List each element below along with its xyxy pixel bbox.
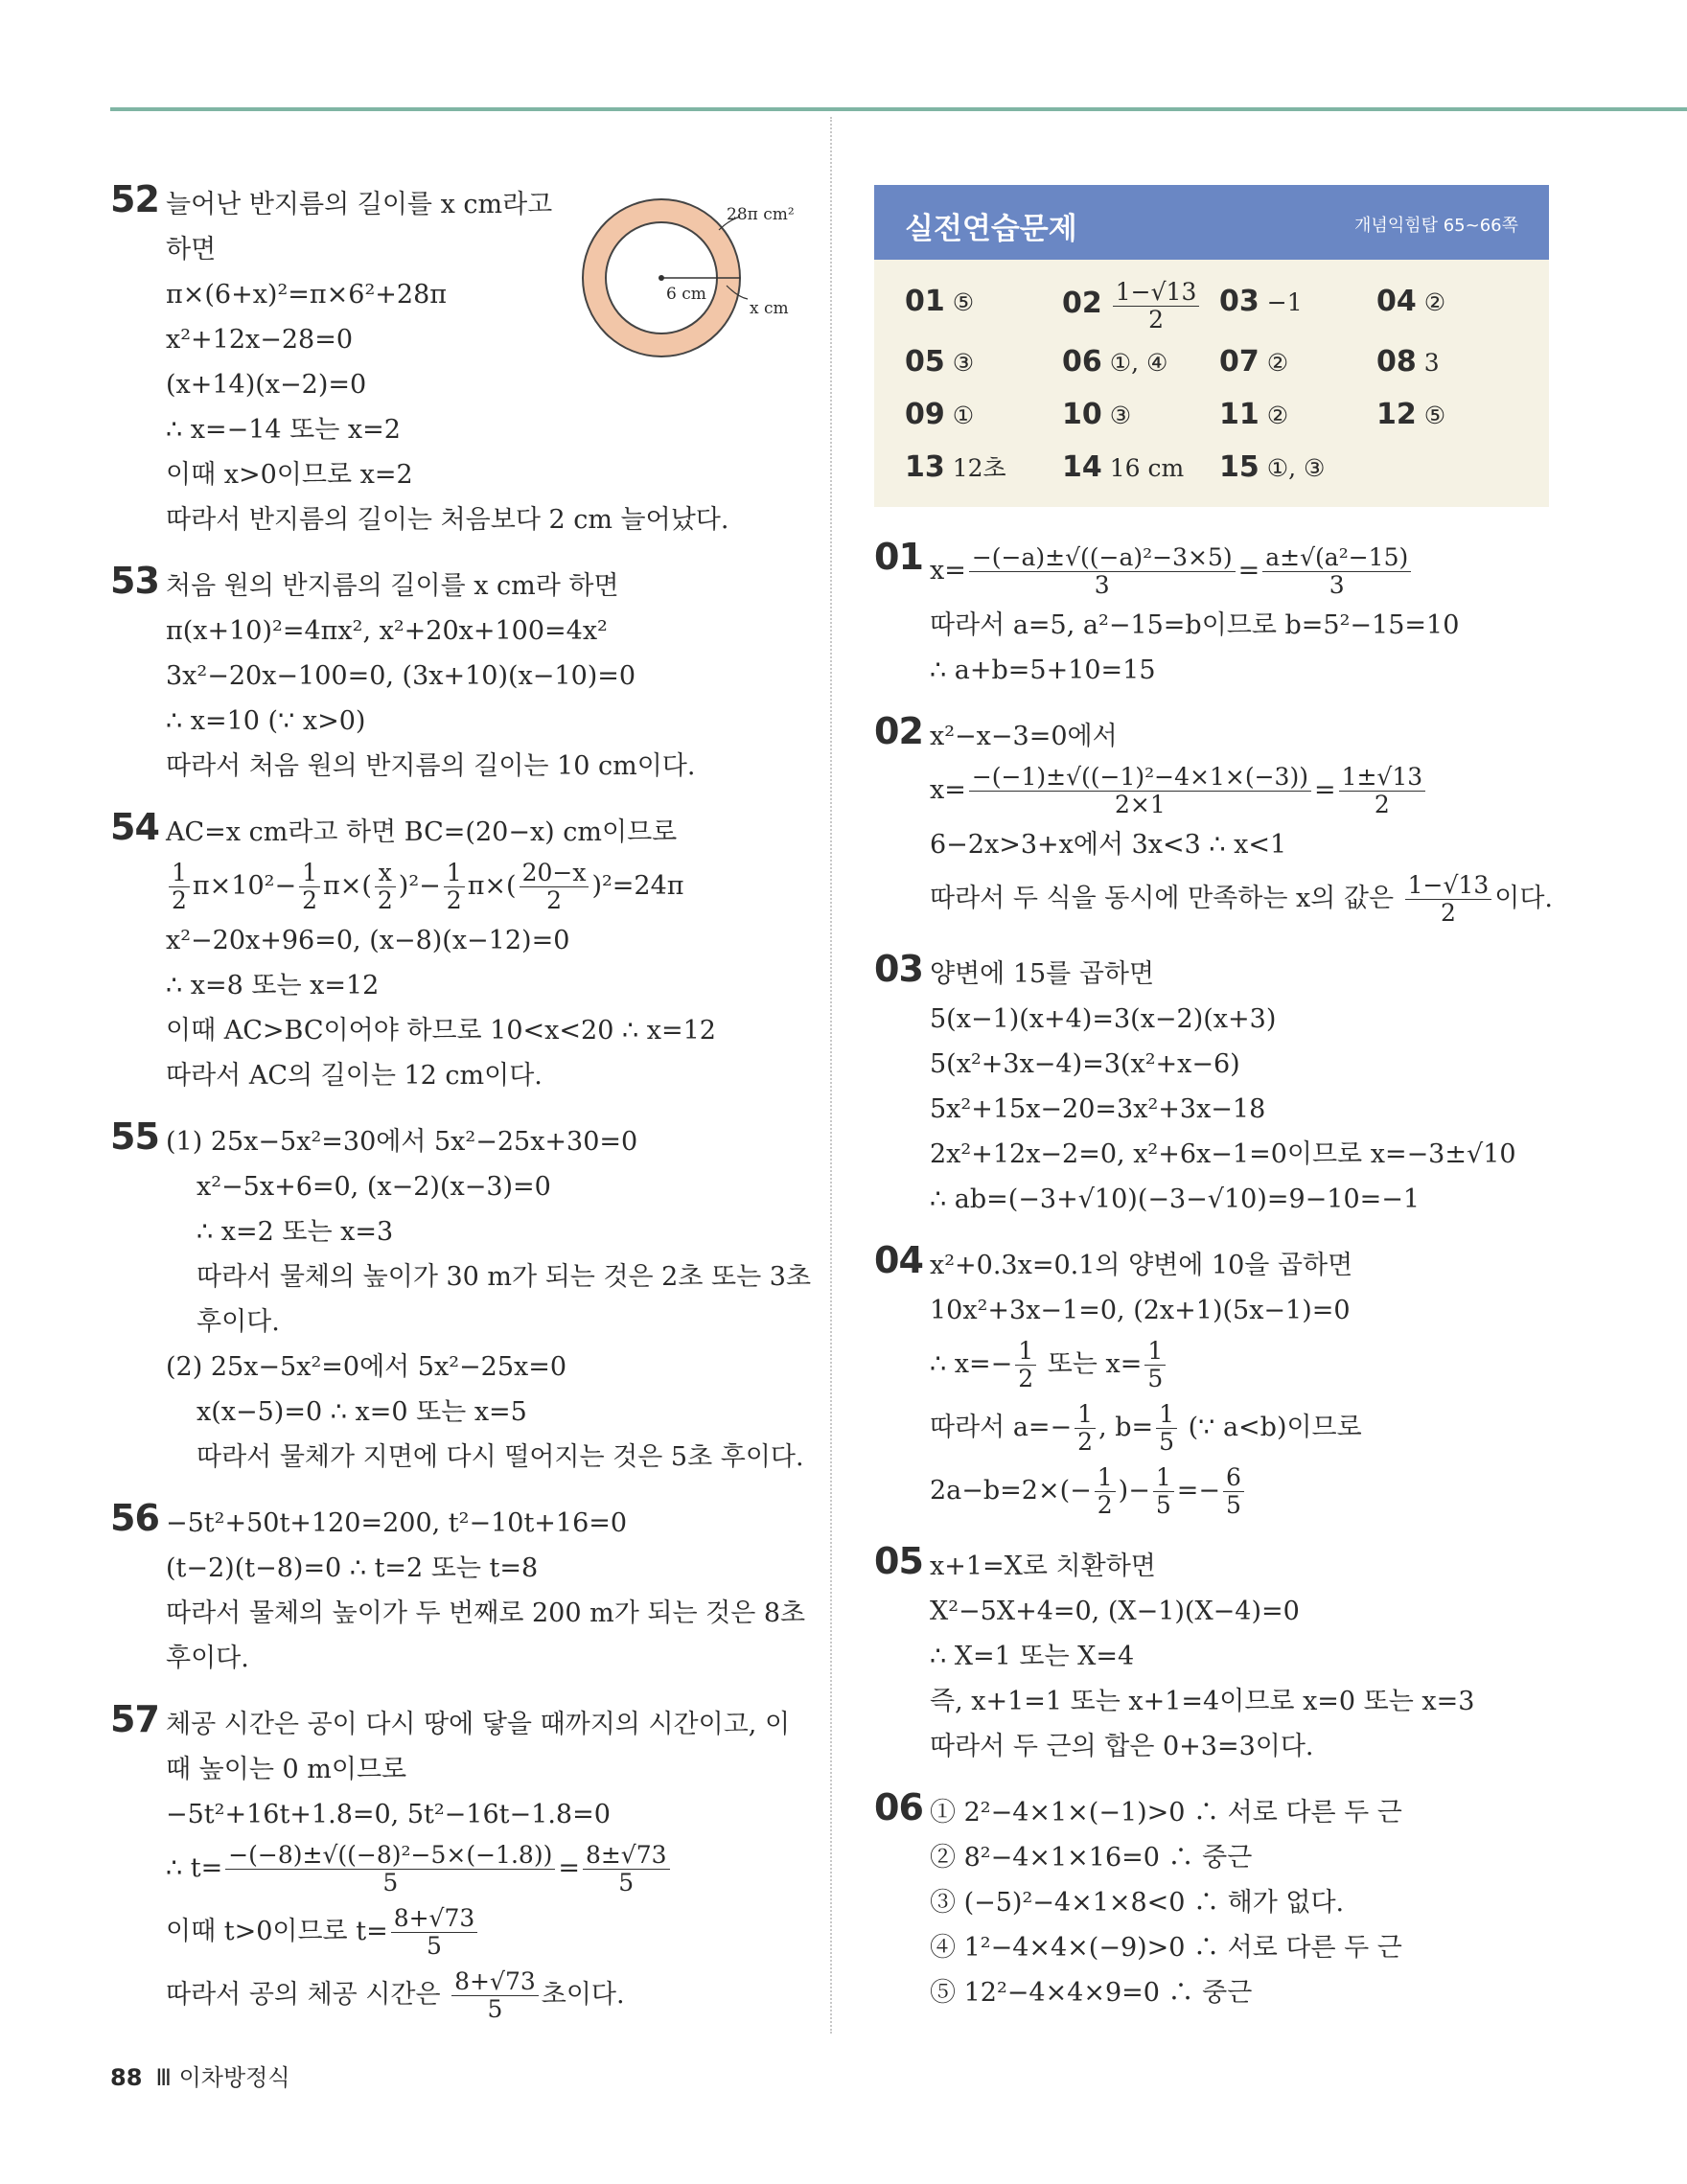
solution-line: x+1=X로 치환하면 [930,1552,1156,1581]
answer-item: 08 3 [1376,345,1440,379]
problem-52 [110,178,800,542]
answer-item: 04 ② [1376,285,1446,318]
problem-54 [110,806,800,1098]
solution-line: x²−5x+6=0, (x−2)(x−3)=0 [196,1172,551,1202]
answer-item: 03 −1 [1219,285,1303,318]
fraction: $\frac{6}{5}$ [1223,1464,1244,1519]
fraction: $\frac{1-√13}{2}$ [1405,872,1492,927]
solution-line: ① 2²−4×1×(−1)>0 ∴ 서로 다른 두 근 [930,1798,1402,1828]
problem-number: 05 [874,1540,923,1582]
problem-number: 57 [110,1698,159,1740]
answer-item: 13 12초 [905,450,1006,484]
solution-line: 따라서 처음 원의 반지름의 길이는 10 cm이다. [166,751,696,781]
problem-number: 01 [874,536,923,578]
answer-item: 14 16 cm [1062,450,1185,484]
answer-item: 06 ①, ④ [1062,345,1168,379]
fraction: $\frac{1}{2}$ [1015,1338,1036,1392]
solution-line: ∴ x=2 또는 x=3 [196,1217,394,1247]
answer-box-header [874,185,1549,260]
fraction: $\frac{\text{a±√(a²−15)}}{3}$ [1262,544,1411,599]
equation-line: x= $\frac{\text{−(−a)±√((−a)²−3×5)}}{3}$ = $\frac{\text{a±√(a²−15)}}{3}$ [930,540,1564,603]
solution-line: 따라서 두 근의 합은 0+3=3이다. [930,1732,1314,1761]
solution-line: π×(6+x)²=π×6²+28π [166,280,448,310]
solution-line: ⑤ 12²−4×4×9=0 ∴ 중근 [930,1978,1253,2008]
inner-radius-label: 6 cm [666,285,706,304]
solution-line: ∴ X=1 또는 X=4 [930,1642,1135,1671]
fraction: $\frac{1}{2}$ [169,860,190,914]
solution-04 [874,1239,1564,1523]
solution-line: ∴ x=10 (∵ x>0) [166,706,366,736]
problem-53 [110,560,800,789]
solution-line: 양변에 15를 곱하면 [930,959,1155,989]
answer-item: 10 ③ [1062,398,1132,431]
fraction: $\frac{1}{2}$ [444,860,465,914]
fraction: $\frac{8+√73}{5}$ [391,1905,478,1960]
solution-line: 후이다. [166,1644,249,1673]
fraction: $\frac{1}{2}$ [299,860,320,914]
solution-line: 이때 x>0이므로 x=2 [166,460,413,490]
solution-03 [874,948,1564,1222]
answer-item: 01 ⑤ [905,285,975,318]
solution-line: 때 높이는 0 m이므로 [166,1755,407,1784]
answer-box-title: 실전연습문제 [905,212,1077,246]
chapter-title: Ⅲ 이차방정식 [155,2064,290,2091]
problem-number: 06 [874,1786,923,1828]
solution-line: ∴ x=−14 또는 x=2 [166,415,401,445]
solution-line: x(x−5)=0 ∴ x=0 또는 x=5 [196,1397,527,1427]
answer-item: 09 ① [905,398,975,431]
equation-line: ∴ t= $\frac{\text{−(−8)±√((−8)²−5×(−1.8))}}{5}$ = $\frac{8\pm√73}{5}$ [166,1837,800,1900]
answer-item: 05 ③ [905,345,975,379]
fraction: $\frac{x}{2}$ [375,860,396,914]
answer-summary-box [874,185,1549,507]
fraction: $\frac{1}{2}$ [1095,1464,1116,1519]
fraction: $\frac{8+√73}{5}$ [451,1968,539,2023]
equation-line: x= $\frac{\text{−(−1)±√((−1)²−4×1×(−3))}}{2\times 1}$ = $\frac{1\pm√13}{2}$ [930,759,1564,822]
solution-line: 처음 원의 반지름의 길이를 x cm라 하면 [166,571,619,601]
fraction: $\frac{8\pm√73}{5}$ [583,1842,670,1897]
solution-line: −5t²+50t+120=200, t²−10t+16=0 [166,1508,628,1538]
answer-item: 02 $\frac{1-√13}{2}$ [1062,279,1219,333]
fraction: $\frac{1}{2}$ [1075,1401,1096,1456]
solution-01 [874,536,1564,693]
problem-number: 56 [110,1497,159,1539]
solution-line: 따라서 물체가 지면에 다시 떨어지는 것은 5초 후이다. [196,1442,804,1472]
solution-line: ③ (−5)²−4×1×8<0 ∴ 해가 없다. [930,1888,1345,1918]
equation-line: $\frac{1}{2}$ π×10²− $\frac{1}{2}$ π×( $\frac{x}{2}$ )²− $\frac{1}{2}$ π×( $\frac{20-x}{2}$ )²=24π [166,855,800,918]
fraction: $\frac{1}{5}$ [1156,1401,1177,1456]
solution-02 [874,710,1564,931]
solution-line: x²+12x−28=0 [166,325,354,355]
equation-line: 따라서 a=− $\frac{1}{2}$ , b= $\frac{1}{5}$ (∵ a<b)이므로 [930,1400,1362,1456]
problem-number: 54 [110,806,159,848]
solution-line: AC=x cm라고 하면 BC=(20−x) cm이므로 [166,817,678,847]
solution-line: 5(x−1)(x+4)=3(x−2)(x+3) [930,1004,1277,1034]
solution-line: ∴ x=8 또는 x=12 [166,971,380,1000]
equation-line: ∴ x=− $\frac{1}{2}$ 또는 x= $\frac{1}{5}$ [930,1333,1564,1396]
solution-line: (x+14)(x−2)=0 [166,370,367,400]
solution-line: 후이다. [196,1307,280,1337]
solution-line: 따라서 a=5, a²−15=b이므로 b=5²−15=10 [930,610,1460,640]
fraction: $\frac{\text{−(−8)±√((−8)²−5×(−1.8))}}{5}$ [225,1842,555,1897]
fraction: $\frac{1\pm√13}{2}$ [1339,764,1426,818]
equation-line: 따라서 두 식을 동시에 만족하는 x의 값은 $\frac{1-√13}{2}$ 이다. [930,871,1553,927]
solution-line: ∴ ab=(−3+√10)(−3−√10)=9−10=−1 [930,1184,1421,1214]
solution-line: 이때 AC>BC이어야 하므로 10<x<20 ∴ x=12 [166,1016,716,1046]
solution-line: 5(x²+3x−4)=3(x²+x−6) [930,1049,1240,1079]
problem-number: 55 [110,1115,159,1158]
problem-55 [110,1115,812,1480]
solution-line: 6−2x>3+x에서 3x<3 ∴ x<1 [930,830,1287,860]
solution-line: x²−20x+96=0, (x−8)(x−12)=0 [166,926,570,955]
solution-line: ② 8²−4×1×16=0 ∴ 중근 [930,1843,1253,1873]
fraction: $\frac{20-x}{2}$ [520,860,589,914]
problem-57 [110,1698,800,2027]
answer-grid [874,260,1549,507]
right-column [874,185,1564,2036]
solution-line: 늘어난 반지름의 길이를 x cm라고 [166,190,553,219]
problem-number: 52 [110,178,159,220]
equation-line: 따라서 공의 체공 시간은 $\frac{8+√73}{5}$ 초이다. [166,1967,625,2023]
solution-line: x²+0.3x=0.1의 양변에 10을 곱하면 [930,1251,1353,1280]
answer-item: 07 ② [1219,345,1289,379]
solution-line: (2) 25x−5x²=0에서 5x²−25x=0 [166,1352,567,1382]
fraction: $\frac{\text{−(−1)±√((−1)²−4×1×(−3))}}{2\times 1}$ [969,764,1311,818]
answer-item: 11 ② [1219,398,1289,431]
solution-line: (1) 25x−5x²=30에서 5x²−25x+30=0 [166,1127,638,1157]
solution-line: X²−5X+4=0, (X−1)(X−4)=0 [930,1597,1300,1626]
fraction: $\frac{1-√13}{2}$ [1113,279,1200,333]
solution-line: 5x²+15x−20=3x²+3x−18 [930,1094,1266,1124]
area-label: 28π cm² [727,205,795,224]
equation-line: 2a−b=2×(− $\frac{1}{2}$ )− $\frac{1}{5}$ =− $\frac{6}{5}$ [930,1460,1564,1523]
solution-line: 2x²+12x−2=0, x²+6x−1=0이므로 x=−3±√10 [930,1139,1516,1169]
fraction: $\frac{\text{−(−a)±√((−a)²−3×5)}}{3}$ [969,544,1236,599]
fraction: $\frac{1}{5}$ [1153,1464,1174,1519]
page-number: 88 [110,2064,143,2091]
left-column [110,178,812,2048]
solution-06 [874,1786,1564,2015]
problem-56 [110,1497,806,1681]
solution-line: 즉, x+1=1 또는 x+1=4이므로 x=0 또는 x=3 [930,1687,1475,1716]
page-footer [110,2058,290,2092]
answer-box-reference: 개념익힘탑 65~66쪽 [1354,216,1518,236]
problem-number: 03 [874,948,923,990]
solution-line: 따라서 물체의 높이가 두 번째로 200 m가 되는 것은 8초 [166,1598,806,1628]
equation-line: 이때 t>0이므로 t= $\frac{8+√73}{5}$ [166,1900,800,1964]
solution-line: (t−2)(t−8)=0 ∴ t=2 또는 t=8 [166,1553,539,1583]
solution-line: −5t²+16t+1.8=0, 5t²−16t−1.8=0 [166,1800,611,1829]
problem-number: 02 [874,710,923,752]
solution-line: 체공 시간은 공이 다시 땅에 닿을 때까지의 시간이고, 이 [166,1710,791,1739]
answer-item: 15 ①, ③ [1219,450,1326,484]
solution-line: 따라서 물체의 높이가 30 m가 되는 것은 2초 또는 3초 [196,1262,812,1292]
fraction: $\frac{1}{5}$ [1144,1338,1166,1392]
solution-line: ∴ a+b=5+10=15 [930,655,1156,685]
header-rule [110,107,1687,111]
solution-line: π(x+10)²=4πx², x²+20x+100=4x² [166,616,608,646]
column-divider [830,117,832,2034]
answer-item: 12 ⑤ [1376,398,1446,431]
solution-05 [874,1540,1564,1769]
problem-number: 04 [874,1239,923,1281]
problem-number: 53 [110,560,159,602]
extension-label: x cm [750,299,789,318]
solution-line: 3x²−20x−100=0, (3x+10)(x−10)=0 [166,661,636,691]
solution-line: 하면 [166,235,217,264]
solution-line: x²−x−3=0에서 [930,722,1118,751]
solution-line: 따라서 반지름의 길이는 처음보다 2 cm 늘어났다. [166,505,729,535]
ring-diagram [575,192,805,364]
solution-line: 따라서 AC의 길이는 12 cm이다. [166,1061,543,1091]
solution-line: 10x²+3x−1=0, (2x+1)(5x−1)=0 [930,1296,1351,1325]
solution-line: ④ 1²−4×4×(−9)>0 ∴ 서로 다른 두 근 [930,1933,1402,1963]
